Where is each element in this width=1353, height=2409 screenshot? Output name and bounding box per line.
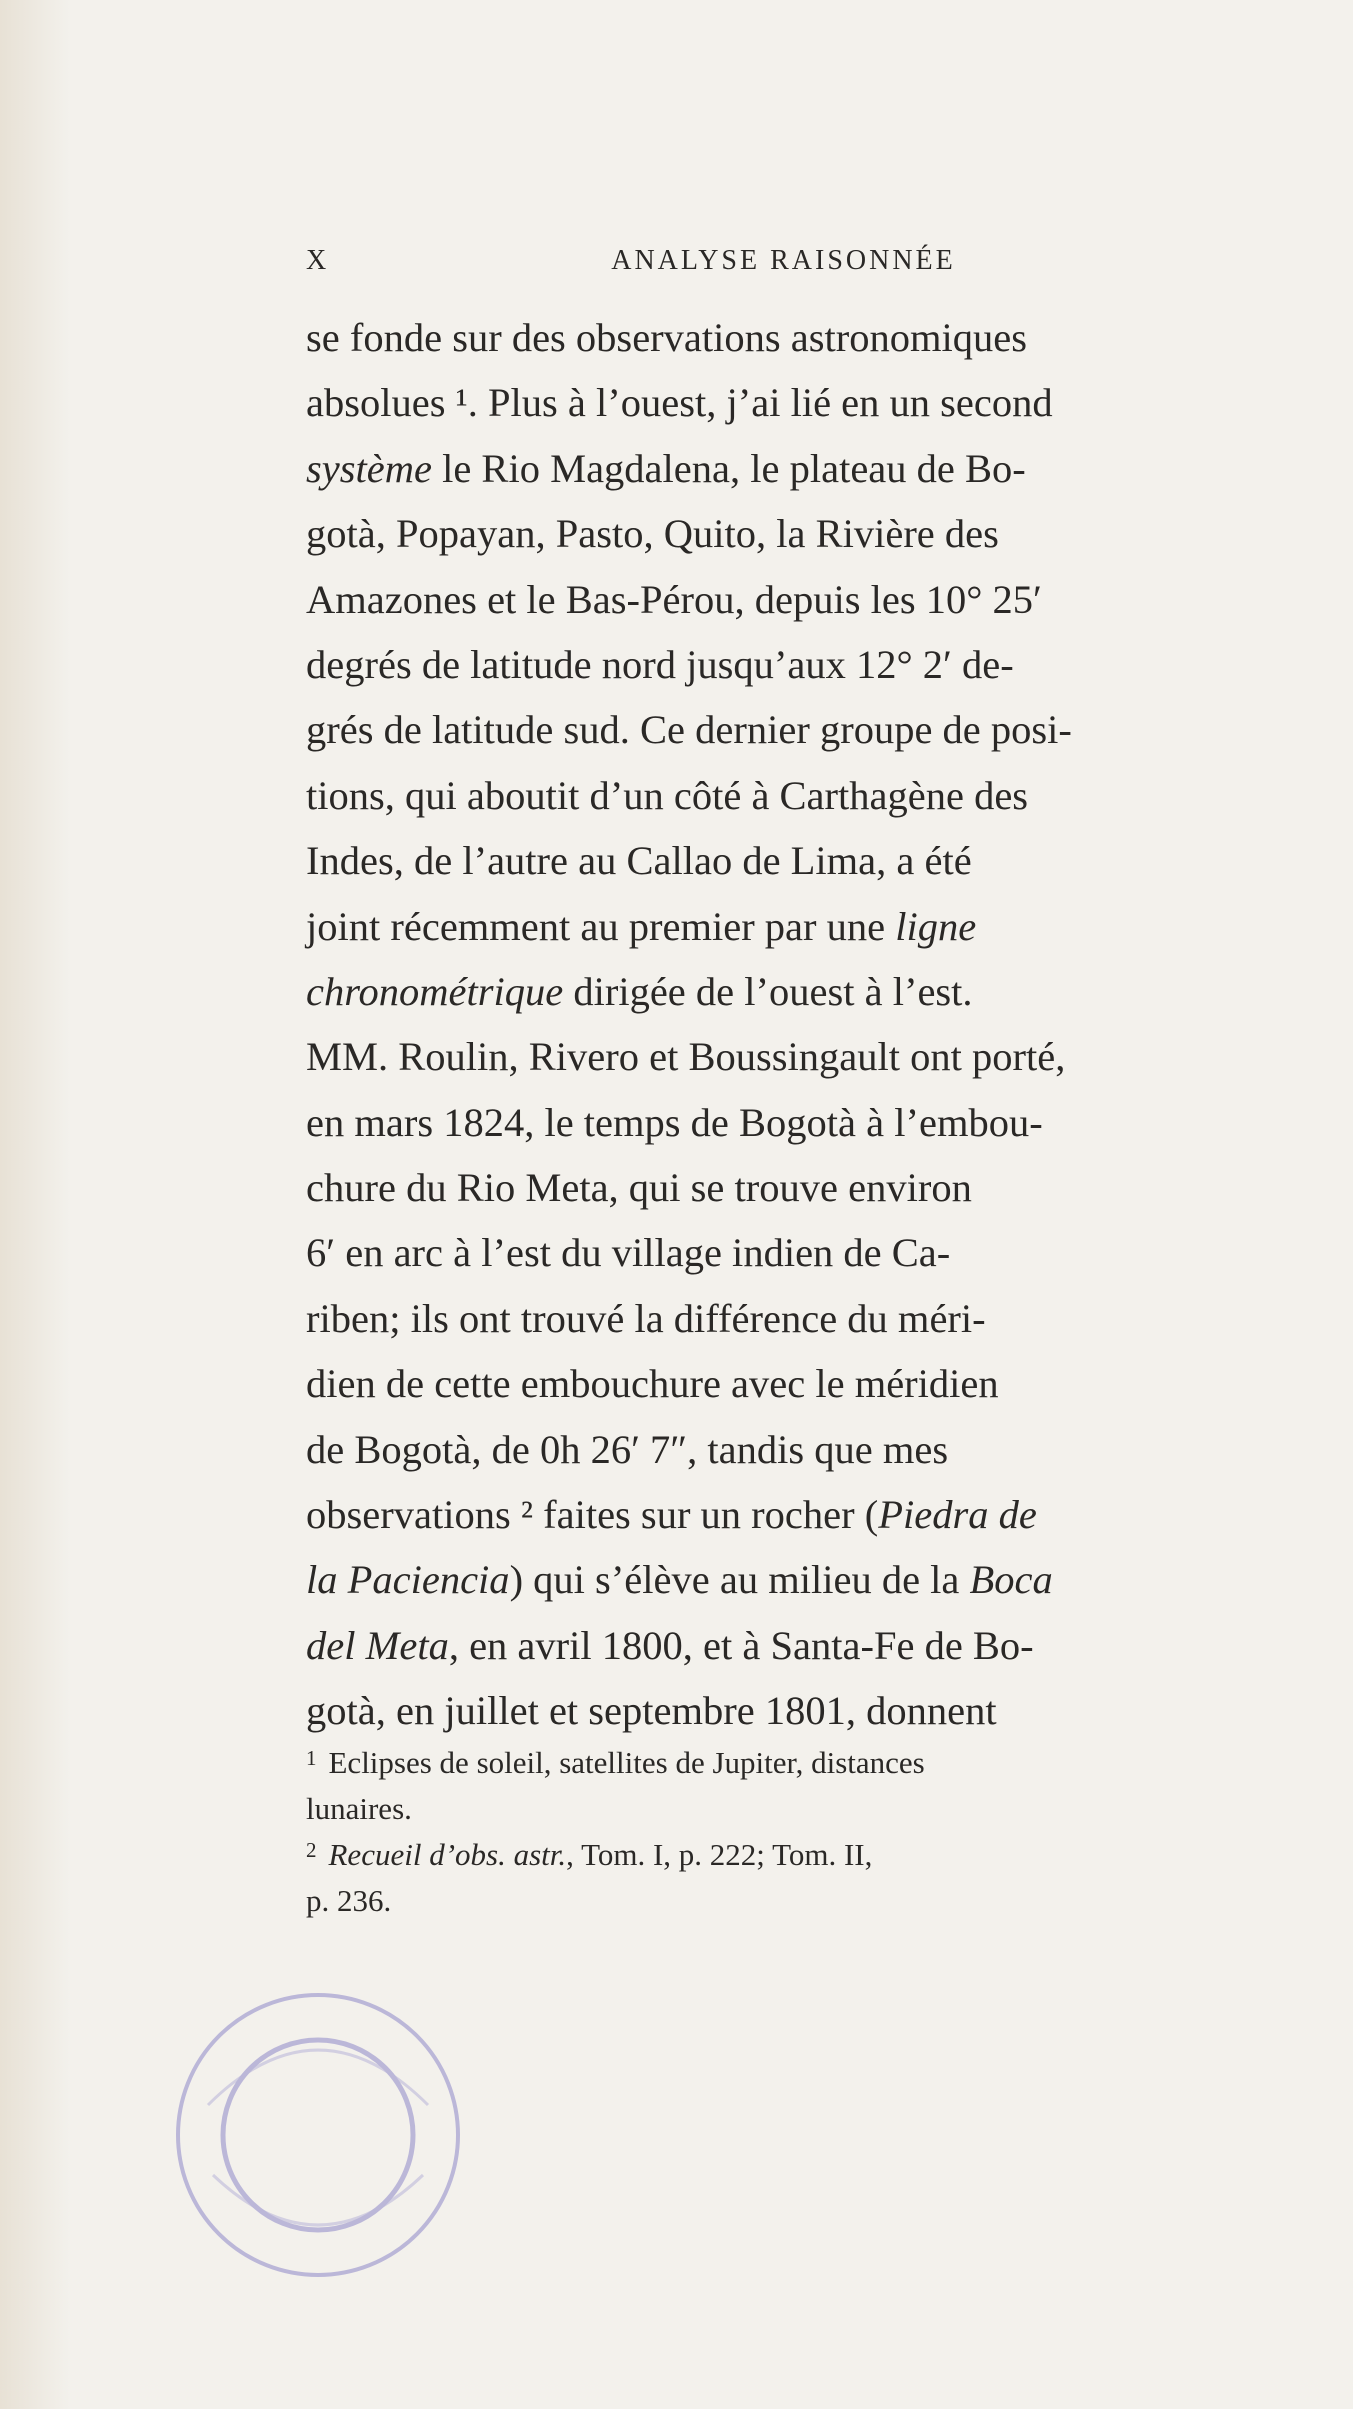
running-title: ANALYSE RAISONNÉE	[611, 245, 956, 276]
footnote-1	[306, 1740, 1254, 1786]
text-line: degrés de latitude nord jusqu’aux 12° 2′ de-	[306, 641, 1014, 687]
text-line	[306, 1613, 1254, 1678]
text-line: gotà, Popayan, Pasto, Quito, la Rivière des	[306, 511, 999, 557]
body-text	[306, 305, 1254, 1744]
text-line	[306, 436, 1254, 501]
text-line: gotà, en juillet et septembre 1801, donnent	[306, 1688, 997, 1734]
text-line-content: système le Rio Magdalena, le plateau de Bo-	[306, 445, 1026, 491]
text-line: 6′ en arc à l’est du village indien de Ca-	[306, 1230, 951, 1276]
library-stamp-icon	[168, 1985, 468, 2285]
footnote-line: Eclipses de soleil, satellites de Jupiter, distances	[328, 1745, 925, 1780]
footnote-italic-title: Recueil d’obs. astr.	[328, 1837, 567, 1872]
running-head	[306, 245, 1261, 285]
text-line: dien de cette embouchure avec le méridien	[306, 1361, 999, 1407]
footnote-1-cont	[306, 1786, 1254, 1832]
text-line: chure du Rio Meta, qui se trouve environ	[306, 1165, 972, 1211]
text-line-content: la Paciencia) qui s’élève au milieu de la Boca	[306, 1557, 1053, 1603]
footnote-number: 2	[306, 1838, 317, 1862]
footnote-2-cont	[306, 1878, 1254, 1924]
text-line	[306, 1547, 1254, 1612]
text-line	[306, 959, 1254, 1024]
text-line: de Bogotà, de 0h 26′ 7″, tandis que mes	[306, 1426, 949, 1472]
text-line-content: observations ² faites sur un rocher (Piedra de	[306, 1492, 1037, 1538]
text-line-content: del Meta, en avril 1800, et à Santa-Fe de Bo-	[306, 1622, 1034, 1668]
footnotes	[306, 1740, 1254, 1924]
text-line-content: chronométrique dirigée de l’ouest à l’est.	[306, 968, 973, 1014]
text-line: se fonde sur des observations astronomiques	[306, 315, 1027, 360]
footnote-2	[306, 1832, 1254, 1878]
text-line	[306, 894, 1254, 959]
text-line: MM. Roulin, Rivero et Boussingault ont porté,	[306, 1034, 1066, 1080]
text-line-content: joint récemment au premier par une ligne	[306, 903, 977, 949]
text-line: Amazones et le Bas-Pérou, depuis les 10° 25′	[306, 576, 1042, 622]
footnote-line: lunaires.	[306, 1791, 412, 1826]
footnote-line: p. 236.	[306, 1883, 392, 1918]
footnote-line: , Tom. I, p. 222; Tom. II,	[566, 1837, 873, 1872]
text-line: riben; ils ont trouvé la différence du méri-	[306, 1295, 986, 1341]
footnote-2-text	[306, 1832, 872, 1878]
text-line: en mars 1824, le temps de Bogotà à l’embou-	[306, 1099, 1043, 1145]
text-line: grés de latitude sud. Ce dernier groupe de posi-	[306, 707, 1072, 753]
text-line: tions, qui aboutit d’un côté à Carthagène des	[306, 772, 1029, 818]
text-line-fragment: absolues ¹. Plus à l’ouest, j’ai lié en un second	[306, 380, 1053, 426]
text-line	[306, 1482, 1254, 1547]
footnote-1-text	[306, 1740, 925, 1786]
footnote-number: 1	[306, 1746, 317, 1770]
page-number: X	[306, 245, 330, 276]
text-line: Indes, de l’autre au Callao de Lima, a été	[306, 838, 972, 884]
text-line	[306, 370, 1254, 435]
